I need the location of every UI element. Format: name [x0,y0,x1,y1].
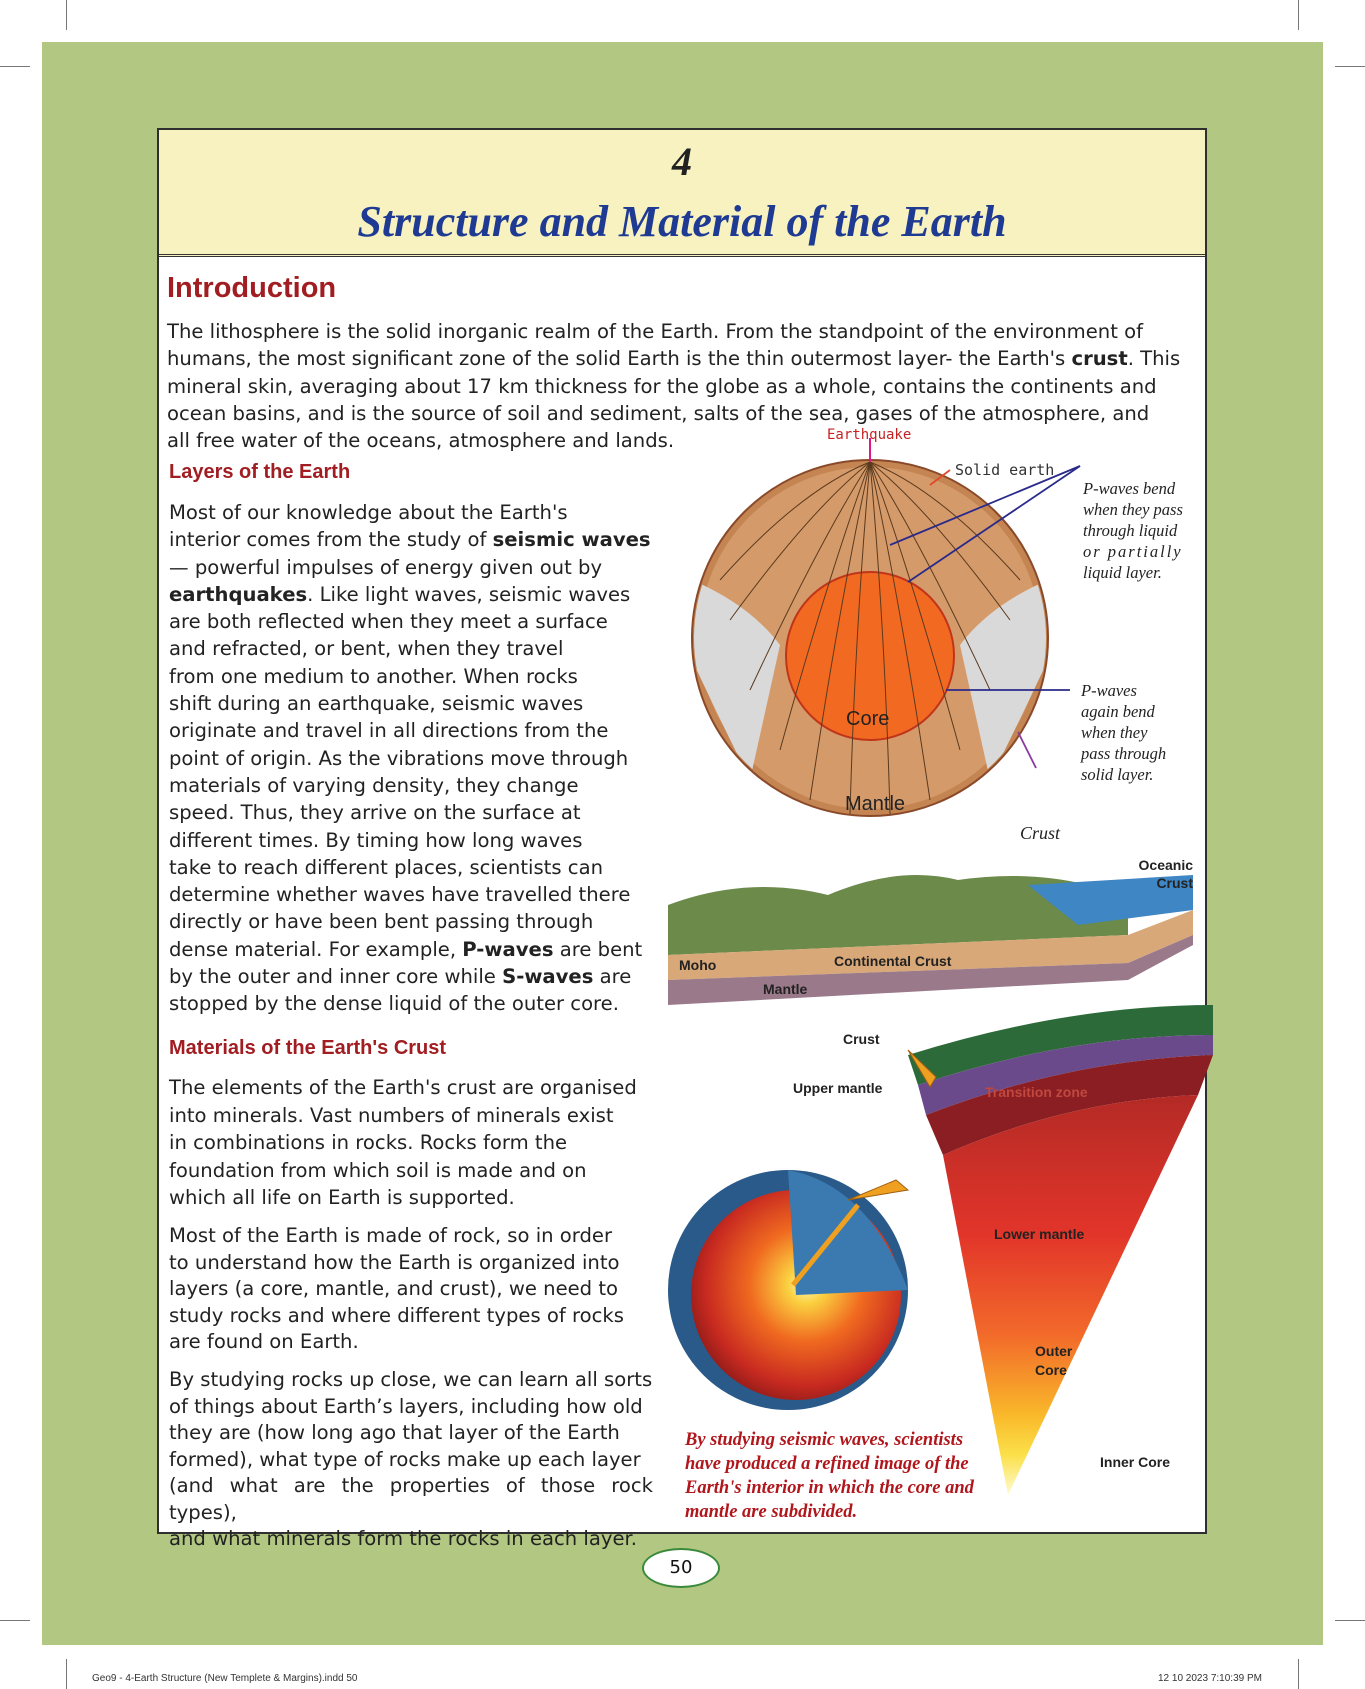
crop-mark [1298,1659,1299,1689]
layers-heading: Layers of the Earth [169,461,351,483]
file-slug: Geo9 - 4-Earth Structure (New Templete & Margins).indd 50 [92,1673,358,1684]
outer-core-label: Outer Core [1035,1343,1073,1378]
date-slug: 12 10 2023 7:10:39 PM [1158,1673,1262,1684]
inner-core-label: Inner Core [1100,1454,1171,1470]
upper-mantle-label: Upper mantle [793,1080,883,1096]
intro-line: ocean basins, and is the source of soil and sediment, salts of the sea, gases of the atmosphere, and [167,401,1150,425]
transition-zone-label: Transition zone [985,1084,1088,1100]
materials-paragraph-2: Most of the Earth is made of rock, so in order to understand how the Earth is organized into layers (a core, mantle, and crust), we need to study rocks and where different types of rocks are found on Earth. [169,1224,624,1353]
mantle-slab-label: Mantle [763,981,808,997]
pwaves-again-label: P-waves again bend when they pass through solid layer. [1081,681,1167,784]
materials-heading: Materials of the Earth's Crust [169,1037,447,1059]
solid-earth-label: Solid earth [955,461,1055,479]
materials-paragraph-3: By studying rocks up close, we can learn all sorts of things about Earth’s layers, including how old they are (how long ago that layer of the Earth formed), what type of rocks make up each layer (and what are the properties of those rock types), and what minerals form the rocks in each layer. [169,1368,653,1550]
crop-mark [66,1659,67,1689]
intro-line: all free water of the oceans, atmosphere and lands. [167,429,675,453]
layers-paragraph: Most of our knowledge about the Earth's interior comes from the study of seismic waves — powerful impulses of energy given out by earthquakes. Like light waves, seismic waves are both reflected when they meet a surface and refracted, or bent, when they travel from one medium to another. When rocks shift during an earthquake, seismic waves originate and travel in all directions from the point of origin. As the vibrations move through materials of varying density, they change speed. Thus, they arrive on the surface at different times. By timing how long waves take to reach different places, scientists can determine whether waves have travelled there directly or have been bent passing through dense material. For example, P-waves are bent by the outer and inner core while S-waves are stopped by the dense liquid of the outer core. [169,501,651,1016]
pwaves-bend-label: P-waves bend when they pass through liquid or partially liquid layer. [1083,479,1183,582]
earthquake-label: Earthquake [827,427,912,443]
page-number: 50 [642,1548,720,1588]
orange-arrow [848,1180,908,1200]
materials-paragraph-1: The elements of the Earth's crust are organised into minerals. Vast numbers of minerals exist in combinations in rocks. Rocks form the foundation from which soil is made and on which all life on Earth is supported. [169,1076,637,1209]
chapter-title: Structure and Material of the Earth [357,197,1007,246]
intro-line: The lithosphere is the solid inorganic realm of the Earth. From the standpoint of the environment of [167,320,1144,343]
figure-caption: By studying seismic waves, scientists have produced a refined image of the Earth's interior in which the core and mantle are subdivided. [685,1430,974,1522]
intro-heading: Introduction [167,272,337,304]
mantle-label: Mantle [845,793,906,815]
chapter-number: 4 [672,139,692,184]
crop-mark [66,0,67,30]
core-label: Core [846,708,890,730]
crust-label: Crust [1020,823,1061,843]
intro-line: humans, the most significant zone of the solid Earth is the thin outermost layer- the Earth's crust. This [167,347,1181,371]
lower-mantle-label: Lower mantle [994,1226,1085,1242]
crop-mark [0,1620,30,1621]
crop-mark [0,66,30,67]
crop-mark [1298,0,1299,30]
oceanic-crust-label: Oceanic Crust [1138,857,1193,891]
continental-crust-label: Continental Crust [834,953,952,969]
crop-mark [1335,1620,1365,1621]
moho-label: Moho [679,957,717,973]
crop-mark [1335,66,1365,67]
intro-line: mineral skin, averaging about 17 km thickness for the globe as a whole, contains the continents and [167,374,1157,398]
pointer-line [1018,732,1036,768]
chapter-title-box [159,130,1205,257]
wedge-crust-label: Crust [843,1031,880,1047]
